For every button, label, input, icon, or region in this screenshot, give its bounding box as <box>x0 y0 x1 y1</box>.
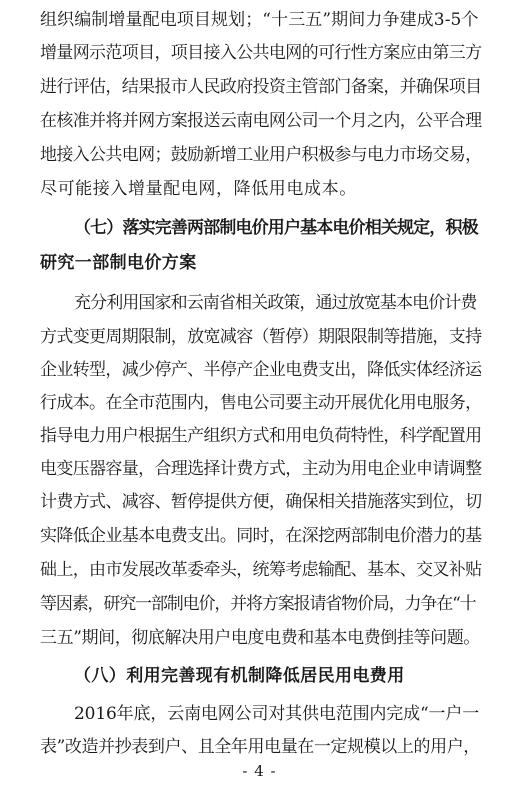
paragraph-line: 三五”期间，彻底解决用户电度电费和基本电费倒挂等问题。 <box>40 628 480 648</box>
paragraph-line: 组织编制增量配电项目规划；“十三五”期间力争建成3-5个 <box>40 10 479 30</box>
page-number: - 4 - <box>242 762 277 780</box>
paragraph-line: 表”改造并抄表到户、且全年用电量在一定规模以上的用户， <box>40 737 480 757</box>
paragraph-line: 计费方式、减容、暂停提供方便，确保相关措施落实到位，切 <box>40 492 482 512</box>
paragraph-line: 2016年底，云南电网公司对其供电范围内完成“一户一 <box>74 704 480 724</box>
section-heading: （七）落实完善两部制电价用户基本电价相关规定，积极 <box>74 218 478 238</box>
section-heading: （八）利用完善现有机制降低居民用电费用 <box>74 666 405 686</box>
paragraph-line: 方式变更周期限制，放宽减容（暂停）期限限制等措施，支持 <box>40 327 482 347</box>
paragraph-line: 地接入公共电网；鼓励新增工业用户积极参与电力市场交易， <box>40 145 482 165</box>
paragraph-line: 在核准并将并网方案报送云南电网公司一个月之内，公平合理 <box>40 111 482 131</box>
paragraph-line: 指导电力用户根据生产组织方式和用电负荷特性，科学配置用 <box>40 426 482 446</box>
paragraph-line: 增量网示范项目，项目接入公共电网的可行性方案应由第三方 <box>40 43 482 63</box>
paragraph-line: 础上，由市发展改革委牵头，统筹考虑输配、基本、交叉补贴 <box>40 560 482 580</box>
paragraph-line: 电变压器容量，合理选择计费方式，主动为用电企业申请调整 <box>40 459 482 479</box>
paragraph-line: 充分利用国家和云南省相关政策，通过放宽基本电价计费 <box>74 293 477 313</box>
paragraph-line: 进行评估，结果报市人民政府投资主管部门备案，并确保项目 <box>40 77 482 97</box>
paragraph-line: 尽可能接入增量配电网，降低用电成本。 <box>40 179 357 199</box>
paragraph-line: 等因素，研究一部制电价，并将方案报请省物价局，力争在“十 <box>40 594 476 614</box>
paragraph-line: 实降低企业基本电费支出。同时，在深挖两部制电价潜力的基 <box>40 526 482 546</box>
section-heading: 研究一部制电价方案 <box>40 253 197 273</box>
paragraph-line: 企业转型，减少停产、半停产企业电费支出，降低实体经济运 <box>40 360 482 380</box>
paragraph-line: 行成本。在全市范围内，售电公司要主动开展优化用电服务， <box>40 393 482 413</box>
